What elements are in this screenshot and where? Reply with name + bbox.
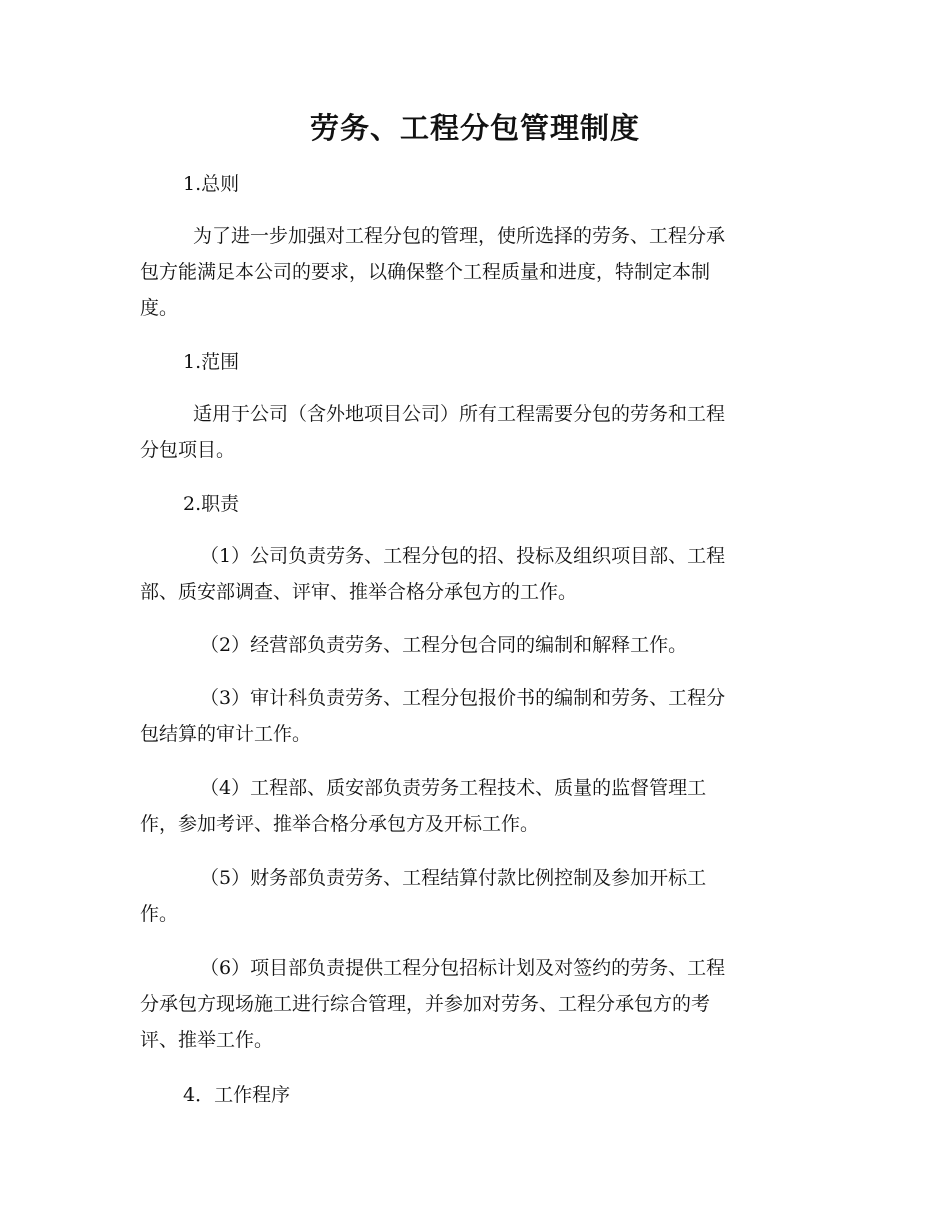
- duty-item-3: [140, 680, 810, 752]
- paragraph-line: （3）审计科负责劳务、工程分包报价书的编制和劳务、工程分: [200, 687, 726, 709]
- duty-item-5: [140, 860, 810, 932]
- section-heading-general: 1.总则: [183, 173, 240, 195]
- paragraph-line: 为了进一步加强对工程分包的管理，使所选择的劳务、工程分承: [193, 225, 726, 247]
- paragraph-line: （2）经营部负责劳务、工程分包合同的编制和解释工作。: [200, 634, 688, 656]
- paragraph-line: 适用于公司（含外地项目公司）所有工程需要分包的劳务和工程: [193, 403, 726, 425]
- paragraph-line: （4）工程部、质安部负责劳务工程技术、质量的监督管理工: [200, 777, 707, 799]
- paragraph-line: 分包项目。: [140, 439, 236, 461]
- paragraph-line: 作，参加考评、推举合格分承包方及开标工作。: [140, 813, 540, 835]
- duty-item-4: [140, 770, 810, 842]
- paragraph-general: [140, 218, 810, 326]
- paragraph-line: （6）项目部负责提供工程分包招标计划及对签约的劳务、工程: [200, 957, 726, 979]
- section-heading-scope: 1.范围: [183, 351, 240, 373]
- paragraph-line: 部、质安部调查、评审、推举合格分承包方的工作。: [140, 581, 578, 603]
- paragraph-line: （5）财务部负责劳务、工程结算付款比例控制及参加开标工: [200, 867, 707, 889]
- paragraph-scope: [140, 396, 810, 468]
- paragraph-line: 分承包方现场施工进行综合管理，并参加对劳务、工程分承包方的考: [140, 993, 711, 1015]
- section-heading-procedure: 4．工作程序: [183, 1084, 291, 1106]
- document-title: 劳务、工程分包管理制度: [309, 111, 640, 145]
- duty-item-1: [140, 538, 810, 610]
- paragraph-line: 包方能满足本公司的要求，以确保整个工程质量和进度，特制定本制: [140, 261, 711, 283]
- section-heading-duties: 2.职责: [183, 493, 240, 515]
- paragraph-line: 包结算的审计工作。: [140, 723, 312, 745]
- duty-item-2: [140, 627, 810, 663]
- paragraph-line: （1）公司负责劳务、工程分包的招、投标及组织项目部、工程: [200, 545, 726, 567]
- paragraph-line: 作。: [140, 903, 179, 925]
- paragraph-line: 度。: [140, 297, 179, 319]
- duty-item-6: [140, 950, 810, 1058]
- paragraph-line: 评、推举工作。: [140, 1029, 274, 1051]
